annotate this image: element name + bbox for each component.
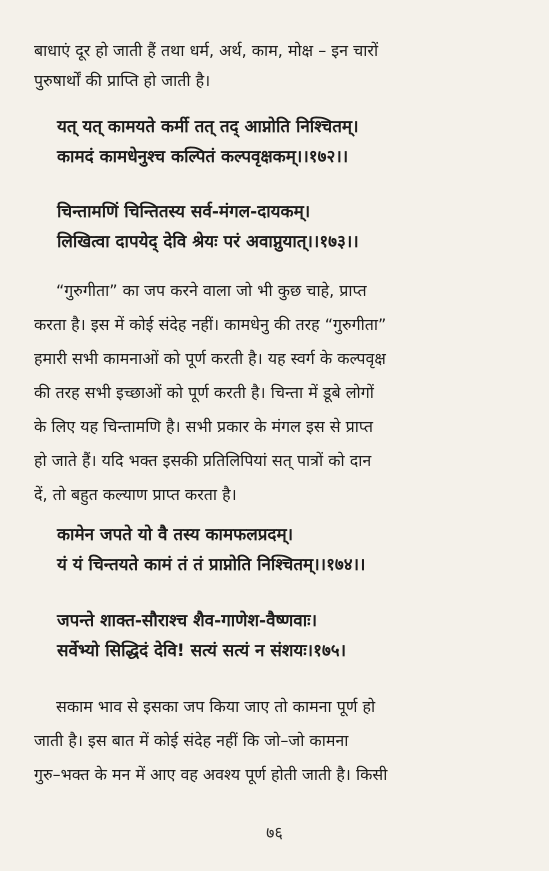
paragraph-2-line-4: की तरह सभी इच्छाओं को पूर्ण करती है। चिन्ता में डूबे लोगों	[34, 383, 374, 402]
verse-173-line-1: चिन्तामणिं चिन्तितस्य सर्व-मंगल-दायकम्।	[57, 202, 311, 222]
verse-174-line-1: कामेन जपते यो वै तस्य कामफलप्रदम्।	[57, 525, 294, 545]
paragraph-2-line-1: “गुरुगीता” का जप करने वाला जो भी कुछ चाहे, प्राप्त	[56, 281, 367, 300]
paragraph-3-line-1: सकाम भाव से इसका जप किया जाए तो कामना पूर्ण हो	[56, 697, 376, 716]
page-number: ७६	[266, 823, 283, 842]
verse-172-line-2: कामदं कामधेनुश्च कल्पितं कल्पवृक्षकम्।।१७२।।	[57, 147, 349, 167]
verse-173-line-2: लिखित्वा दापयेद् देवि श्रेयः परं अवाप्नुयात्।।१७३।।	[57, 232, 359, 252]
paragraph-3-line-2: जाती है। इस बात में कोई संदेह नहीं कि जो–जो कामना	[34, 731, 349, 750]
paragraph-1-line-1: बाधाएं दूर हो जाती हैं तथा धर्म, अर्थ, काम, मोक्ष – इन चारों	[34, 41, 379, 60]
paragraph-3-line-3: गुरु–भक्त के मन में आए वह अवश्य पूर्ण होती जाती है। किसी	[34, 765, 388, 784]
verse-175-line-1: जपन्ते शाक्त-सौराश्च शैव-गाणेश-वैष्णवाः।	[57, 611, 318, 631]
verse-174-line-2: यं यं चिन्तयते कामं तं तं प्राप्नोति निश्चितम्।।१७४।।	[57, 555, 366, 575]
paragraph-2-line-6: हो जाते हैं। यदि भक्त इसकी प्रतिलिपियां सत् पात्रों को दान	[34, 451, 372, 470]
verse-175-line-2: सर्वेभ्यो सिद्धिदं देवि! सत्यं सत्यं न संशयः।१७५।	[57, 641, 347, 661]
paragraph-1-line-2: पुरुषार्थों की प्राप्ति हो जाती है।	[34, 71, 211, 90]
verse-172-line-1: यत् यत् कामयते कर्मी तत् तद् आप्नोति निश्चितम्।	[57, 117, 359, 137]
paragraph-2-line-5: के लिए यह चिन्तामणि है। सभी प्रकार के मंगल इस से प्राप्त	[34, 417, 373, 436]
paragraph-2-line-7: दें, तो बहुत कल्याण प्राप्त करता है।	[34, 485, 237, 504]
paragraph-2-line-3: हमारी सभी कामनाओं को पूर्ण करती है। यह स्वर्ग के कल्पवृक्ष	[34, 349, 386, 368]
paragraph-2-line-2: करता है। इस में कोई संदेह नहीं। कामधेनु की तरह “गुरुगीता”	[34, 315, 387, 334]
